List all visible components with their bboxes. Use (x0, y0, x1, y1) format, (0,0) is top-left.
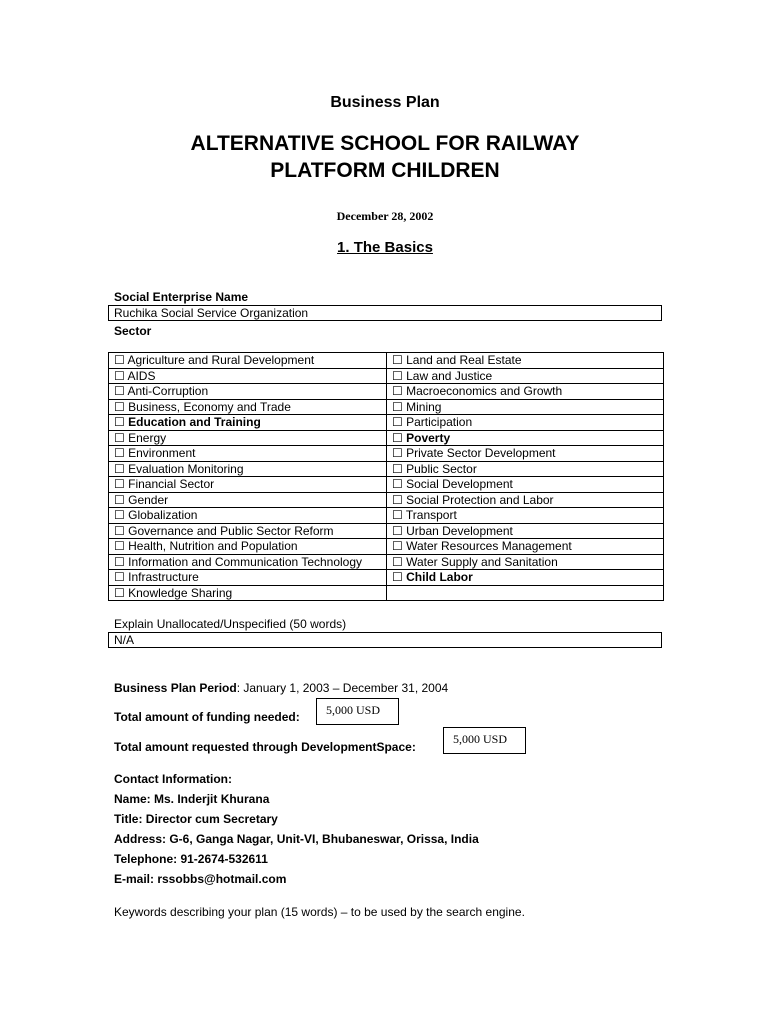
sector-label-right: Mining (406, 399, 442, 414)
sector-label-right: Child Labor (406, 570, 473, 585)
checkbox-icon[interactable]: ☐ (114, 446, 125, 461)
sector-cell-right[interactable] (387, 353, 664, 369)
checkbox-icon[interactable]: ☐ (392, 368, 403, 383)
sector-label-left: Governance and Public Sector Reform (128, 523, 334, 538)
checkbox-icon[interactable]: ☐ (114, 570, 125, 585)
enterprise-name-field[interactable]: Ruchika Social Service Organization (108, 305, 662, 321)
sector-label-left: Financial Sector (128, 477, 215, 492)
sector-row (109, 508, 664, 524)
sector-row (109, 477, 664, 493)
contact-title: Title: Director cum Secretary (114, 812, 278, 826)
sector-cell-right[interactable] (387, 477, 664, 493)
checkbox-icon[interactable]: ☐ (114, 585, 125, 600)
sector-row (109, 446, 664, 462)
sector-label-right: Public Sector (406, 461, 477, 476)
checkbox-icon[interactable]: ☐ (392, 477, 403, 492)
checkbox-icon[interactable]: ☐ (392, 554, 403, 569)
sector-cell-left[interactable] (109, 368, 387, 384)
sector-row (109, 539, 664, 555)
contact-heading: Contact Information: (114, 772, 232, 786)
checkbox-icon[interactable]: ☐ (114, 508, 125, 523)
checkbox-icon[interactable]: ☐ (114, 368, 125, 383)
checkbox-icon[interactable]: ☐ (114, 399, 125, 414)
checkbox-icon[interactable]: ☐ (114, 523, 125, 538)
checkbox-icon[interactable]: ☐ (114, 554, 125, 569)
sector-cell-right[interactable] (387, 492, 664, 508)
sector-label-right: Transport (405, 508, 457, 523)
sector-label-left: Anti-Corruption (127, 384, 209, 399)
sector-label-right: Poverty (406, 430, 451, 445)
sector-label-left: AIDS (127, 368, 156, 383)
checkbox-icon[interactable]: ☐ (392, 446, 403, 461)
sector-row (109, 523, 664, 539)
sector-label-right: Social Development (406, 477, 513, 492)
sector-row (109, 570, 664, 586)
sector-label-right: Urban Development (406, 523, 513, 538)
sector-cell-left[interactable] (109, 477, 387, 493)
sector-label-left: Infrastructure (128, 570, 199, 585)
sector-cell-left[interactable] (109, 353, 387, 369)
checkbox-icon[interactable]: ☐ (392, 384, 403, 399)
sector-label-left: Education and Training (128, 415, 261, 430)
sector-label-left: Globalization (128, 508, 198, 523)
sector-cell-left[interactable] (109, 585, 387, 601)
checkbox-icon[interactable]: ☐ (114, 353, 125, 368)
contact-name: Name: Ms. Inderjit Khurana (114, 792, 270, 806)
enterprise-name-label: Social Enterprise Name (114, 290, 249, 304)
checkbox-icon[interactable]: ☐ (392, 508, 403, 523)
sector-label-left: Environment (128, 446, 196, 461)
checkbox-icon[interactable]: ☐ (114, 415, 125, 430)
sector-label-left: Knowledge Sharing (128, 585, 233, 600)
sector-cell-right[interactable] (387, 508, 664, 524)
sector-cell-left[interactable] (109, 492, 387, 508)
sector-row (109, 353, 664, 369)
sector-row (109, 415, 664, 431)
plan-period (114, 681, 448, 695)
sector-cell-left[interactable] (109, 415, 387, 431)
sector-cell-right[interactable] (387, 523, 664, 539)
unallocated-label: Explain Unallocated/Unspecified (50 words) (114, 617, 347, 631)
sector-cell-left[interactable] (109, 461, 387, 477)
sector-cell-right[interactable] (387, 384, 664, 400)
sector-label-left: Agriculture and Rural Development (127, 353, 315, 368)
keywords-label: Keywords describing your plan (15 words) – to be used by the search engine. (114, 905, 525, 919)
sector-label-left: Health, Nutrition and Population (128, 539, 298, 554)
sector-table (108, 352, 664, 601)
sector-cell-right[interactable] (387, 399, 664, 415)
sector-row (109, 554, 664, 570)
document-type: Business Plan (330, 94, 440, 111)
sector-cell-right[interactable] (387, 415, 664, 431)
sector-cell-right[interactable] (387, 368, 664, 384)
checkbox-icon[interactable]: ☐ (392, 539, 403, 554)
checkbox-icon[interactable]: ☐ (392, 523, 403, 538)
sector-label-left: Information and Communication Technology (128, 554, 363, 569)
contact-telephone: Telephone: 91-2674-532611 (114, 852, 268, 866)
checkbox-icon[interactable]: ☐ (114, 430, 125, 445)
sector-cell-left[interactable] (109, 554, 387, 570)
document-date: December 28, 2002 (336, 209, 434, 223)
document-title (0, 130, 770, 184)
plan-period-label: Business Plan Period (114, 681, 237, 695)
unallocated-field[interactable]: N/A (108, 632, 662, 648)
sector-row (109, 399, 664, 415)
sector-row (109, 430, 664, 446)
contact-address: Address: G-6, Ganga Nagar, Unit-VI, Bhubaneswar, Orissa, India (114, 832, 479, 846)
sector-label-right: Water Supply and Sanitation (406, 554, 558, 569)
contact-email: E-mail: rssobbs@hotmail.com (114, 872, 287, 886)
sector-cell-left[interactable] (109, 384, 387, 400)
checkbox-icon[interactable]: ☐ (392, 353, 403, 368)
sector-cell-left[interactable] (109, 570, 387, 586)
section-heading: 1. The Basics (337, 239, 433, 256)
funding-needed-field[interactable]: 5,000 USD (316, 698, 399, 725)
sector-label-right: Participation (406, 415, 473, 430)
sector-cell-right[interactable] (387, 461, 664, 477)
sector-cell-right[interactable] (387, 539, 664, 555)
checkbox-icon[interactable]: ☐ (392, 570, 403, 585)
sector-row (109, 492, 664, 508)
sector-label-left: Energy (128, 430, 167, 445)
checkbox-icon[interactable]: ☐ (392, 492, 403, 507)
sector-cell-right[interactable] (387, 446, 664, 462)
checkbox-icon[interactable]: ☐ (392, 415, 403, 430)
sector-label-left: Gender (128, 492, 169, 507)
funding-needed-label: Total amount of funding needed: (114, 710, 300, 724)
checkbox-icon[interactable]: ☐ (114, 477, 125, 492)
plan-period-value: : January 1, 2003 – December 31, 2004 (236, 681, 449, 695)
sector-label-right: Law and Justice (406, 368, 493, 383)
sector-cell-left[interactable] (109, 523, 387, 539)
sector-cell-left[interactable] (109, 430, 387, 446)
sector-row (109, 461, 664, 477)
title-line-2: PLATFORM CHILDREN (270, 159, 500, 182)
amount-requested-label: Total amount requested through DevelopmentSpace: (114, 740, 416, 754)
sector-cell-right[interactable] (387, 554, 664, 570)
sector-row (109, 585, 664, 601)
checkbox-icon[interactable]: ☐ (114, 539, 125, 554)
sector-cell-right[interactable] (387, 570, 664, 586)
sector-cell-left[interactable] (109, 539, 387, 555)
sector-label-right: Land and Real Estate (406, 353, 522, 368)
sector-cell-left[interactable] (109, 508, 387, 524)
sector-label-right: Water Resources Management (406, 539, 572, 554)
sector-label-left: Evaluation Monitoring (128, 461, 244, 476)
sector-cell-left[interactable] (109, 399, 387, 415)
amount-requested-field[interactable]: 5,000 USD (443, 727, 526, 754)
sector-cell-right (387, 585, 664, 601)
title-line-1: ALTERNATIVE SCHOOL FOR RAILWAY (190, 132, 580, 155)
sector-label-right: Macroeconomics and Growth (406, 384, 563, 399)
sector-row (109, 384, 664, 400)
sector-label: Sector (114, 324, 152, 338)
sector-row (109, 368, 664, 384)
checkbox-icon[interactable]: ☐ (392, 399, 403, 414)
sector-cell-left[interactable] (109, 446, 387, 462)
sector-cell-right[interactable] (387, 430, 664, 446)
checkbox-icon[interactable]: ☐ (392, 430, 403, 445)
checkbox-icon[interactable]: ☐ (114, 461, 125, 476)
sector-label-right: Private Sector Development (406, 446, 556, 461)
sector-label-left: Business, Economy and Trade (128, 399, 291, 414)
checkbox-icon[interactable]: ☐ (114, 492, 125, 507)
sector-label-right: Social Protection and Labor (406, 492, 554, 507)
checkbox-icon[interactable]: ☐ (114, 384, 125, 399)
checkbox-icon[interactable]: ☐ (392, 461, 403, 476)
